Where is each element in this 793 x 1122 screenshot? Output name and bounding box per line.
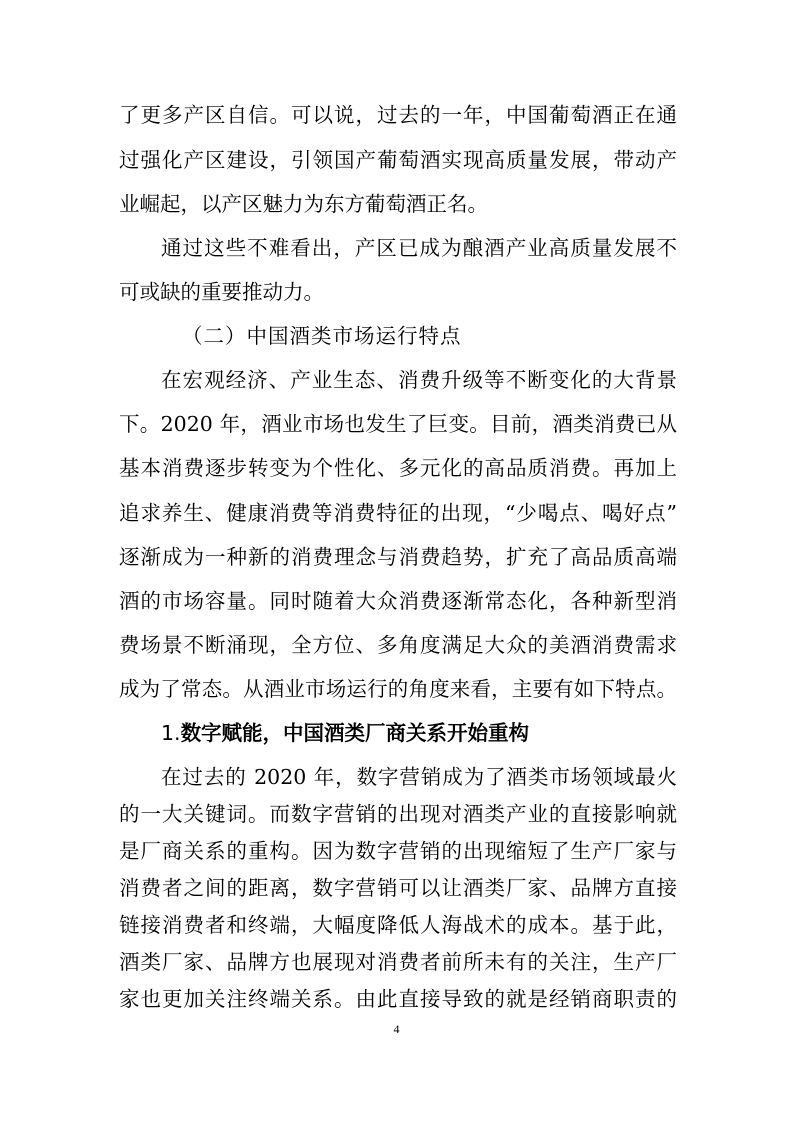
paragraph-line: 费场景不断涌现，全方位、多角度满足大众的美酒消费需求 — [119, 633, 677, 657]
paragraph-line: 通过这些不难看出，产区已成为酿酒产业高质量发展不 — [161, 236, 677, 260]
paragraph-line: 了更多产区自信。可以说，过去的一年，中国葡萄酒正在通 — [119, 103, 677, 127]
paragraph-line: 链接消费者和终端，大幅度降低人海战术的成本。基于此， — [119, 913, 677, 937]
paragraph-line: 逐渐成为一种新的消费理念与消费趋势，扩充了高品质高端 — [119, 545, 677, 569]
section-subheading: （二）中国酒类市场运行特点 — [182, 324, 462, 348]
paragraph-line: 下。2020 年，酒业市场也发生了巨变。目前，酒类消费已从 — [119, 412, 677, 436]
heading-text: 数字赋能，中国酒类厂商关系开始重构 — [180, 721, 530, 745]
paragraph-line: 追求养生、健康消费等消费特征的出现，“少喝点、喝好点” — [119, 501, 677, 525]
paragraph-line: 消费者之间的距离，数字营销可以让酒类厂家、品牌方直接 — [119, 876, 677, 900]
paragraph-line: 基本消费逐步转变为个性化、多元化的高品质消费。再加上 — [119, 456, 677, 480]
paragraph-line: 酒的市场容量。同时随着大众消费逐渐常态化，各种新型消 — [119, 589, 677, 613]
paragraph-line: 酒类厂家、品牌方也展现对消费者前所未有的关注，生产厂 — [119, 950, 677, 974]
paragraph-line: 是厂商关系的重构。因为数字营销的出现缩短了生产厂家与 — [119, 839, 677, 863]
heading-number: 1. — [161, 721, 181, 745]
paragraph-line: 可或缺的重要推动力。 — [119, 280, 324, 304]
paragraph-line: 成为了常态。从酒业市场运行的角度来看，主要有如下特点。 — [119, 677, 677, 701]
paragraph-line: 的一大关键词。而数字营销的出现对酒类产业的直接影响就 — [119, 802, 677, 826]
paragraph-line: 在过去的 2020 年，数字营销成为了酒类市场领域最火 — [161, 765, 677, 789]
page-number: 4 — [393, 1022, 400, 1036]
paragraph-line: 业崛起，以产区魅力为东方葡萄酒正名。 — [119, 192, 488, 216]
paragraph-line: 在宏观经济、产业生态、消费升级等不断变化的大背景 — [161, 368, 677, 392]
paragraph-line: 家也更加关注终端关系。由此直接导致的就是经销商职责的 — [119, 987, 677, 1011]
paragraph-line: 过强化产区建设，引领国产葡萄酒实现高质量发展，带动产 — [119, 148, 677, 172]
numbered-heading — [161, 719, 529, 747]
